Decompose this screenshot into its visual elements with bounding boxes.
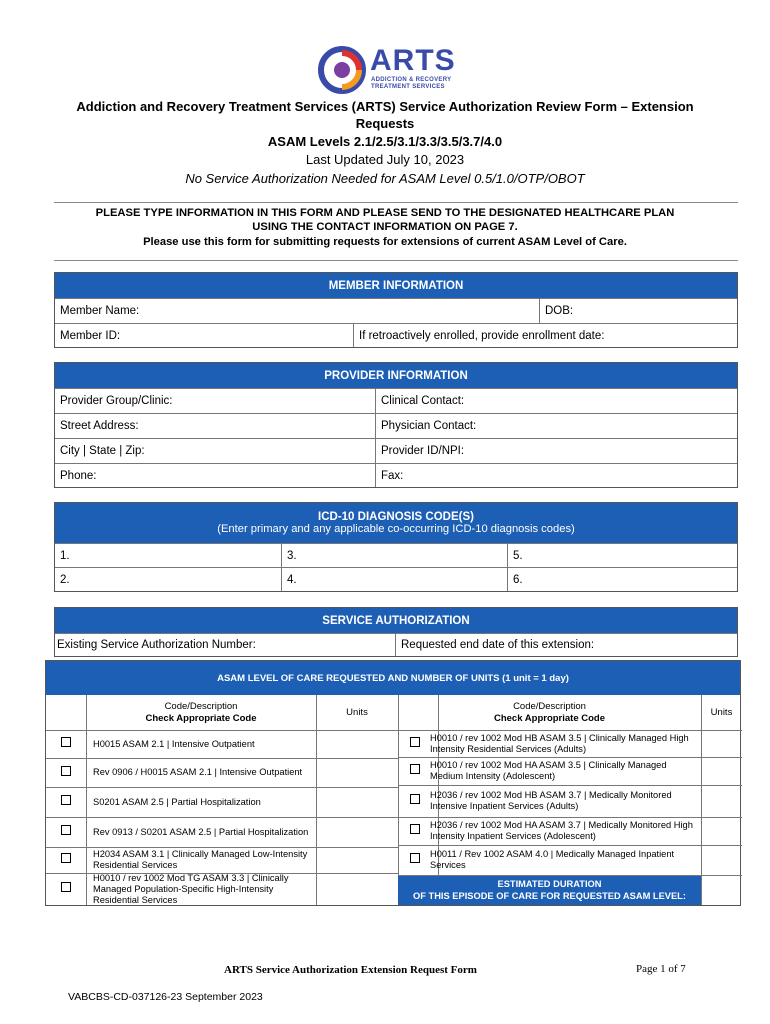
left-code-header — [86, 701, 316, 725]
left-units-field-6[interactable] — [316, 873, 398, 905]
estimated-duration-field[interactable] — [398, 875, 701, 905]
footer-form-title: ARTS Service Authorization Extension Request Form — [224, 964, 477, 976]
form-title-line2: Requests — [355, 116, 415, 131]
left-check-code-label: Check Appropriate Code — [145, 713, 257, 724]
left-code-checkbox-3[interactable] — [61, 795, 71, 805]
street-address-field[interactable]: Street Address: — [60, 420, 139, 432]
form-title-line1: Addiction and Recovery Treatment Services (ARTS) Service Authorization Review Form – Extension — [76, 99, 694, 114]
logo-line1: ADDICTION & RECOVERY — [371, 77, 452, 83]
left-code-checkbox-6[interactable] — [61, 882, 71, 892]
left-code-description: H0015 ASAM 2.1 | Intensive Outpatient — [93, 738, 255, 749]
right-code-checkbox-4[interactable] — [410, 824, 420, 834]
table-row — [398, 875, 742, 876]
left-units-field-1[interactable] — [316, 730, 398, 758]
left-code-desc-label: Code/Description — [164, 701, 238, 712]
asam-levels: ASAM Levels 2.1/2.5/3.1/3.3/3.5/3.7/4.0 — [267, 134, 503, 149]
right-code-checkbox-1[interactable] — [410, 737, 420, 747]
right-code-checkbox-3[interactable] — [410, 794, 420, 804]
physician-contact-field[interactable]: Physician Contact: — [375, 414, 737, 438]
fax-field[interactable]: Fax: — [375, 464, 737, 487]
existing-auth-number-field[interactable]: Existing Service Authorization Number: — [57, 639, 256, 651]
dob-field[interactable]: DOB: — [539, 299, 737, 323]
member-section — [54, 272, 738, 348]
right-code-description: H2036 / rev 1002 Mod HA ASAM 3.7 | Medically Monitored High Intensity Inpatient Services (Adolescent) — [430, 820, 693, 841]
right-code-desc-label: Code/Description — [513, 701, 586, 712]
right-units-field-2[interactable] — [701, 757, 742, 785]
left-code-description: S0201 ASAM 2.5 | Partial Hospitalization — [93, 796, 261, 807]
arts-logo — [318, 46, 458, 94]
icd-heading-sub: (Enter primary and any applicable co-occurring ICD-10 diagnosis codes) — [217, 523, 575, 535]
icd-heading-title: ICD-10 DIAGNOSIS CODE(S) — [318, 511, 474, 523]
right-units-field-3[interactable] — [701, 785, 742, 817]
column-divider — [398, 695, 399, 905]
icd-code-2[interactable]: 2. — [60, 573, 70, 586]
left-units-field-2[interactable] — [316, 758, 398, 787]
last-updated: Last Updated July 10, 2023 — [305, 152, 465, 167]
page-number: Page 1 of 7 — [636, 963, 686, 975]
right-units-field-1[interactable] — [701, 730, 742, 757]
service-auth-section — [54, 607, 738, 657]
left-code-description: Rev 0913 / S0201 ASAM 2.5 | Partial Hospitalization — [93, 826, 309, 837]
service-auth-heading: SERVICE AUTHORIZATION — [55, 608, 737, 633]
left-units-field-4[interactable] — [316, 817, 398, 847]
member-id-field[interactable]: Member ID: — [60, 329, 121, 342]
right-code-description: H0010 / rev 1002 Mod HA ASAM 3.5 | Clinically Managed Medium Intensity (Adolescent) — [430, 760, 667, 781]
icd-code-5[interactable]: 5. — [507, 544, 737, 567]
icd-code-6[interactable]: 6. — [507, 568, 737, 591]
left-code-checkbox-1[interactable] — [61, 737, 71, 747]
notice-line2: USING THE CONTACT INFORMATION ON PAGE 7. — [252, 221, 518, 233]
clinical-contact-field[interactable]: Clinical Contact: — [375, 389, 737, 413]
arts-logo-icon — [318, 46, 368, 94]
left-code-checkbox-4[interactable] — [61, 825, 71, 835]
requested-end-date-field[interactable]: Requested end date of this extension: — [395, 634, 737, 656]
left-units-field-5[interactable] — [316, 847, 398, 873]
asam-section — [45, 660, 741, 906]
phone-field[interactable]: Phone: — [60, 469, 97, 482]
icd-section — [54, 502, 738, 592]
notice-line1: PLEASE TYPE INFORMATION IN THIS FORM AND PLEASE SEND TO THE DESIGNATED HEALTHCARE PLAN — [95, 207, 675, 219]
member-name-field[interactable]: Member Name: — [60, 305, 140, 317]
left-code-description: H2034 ASAM 3.1 | Clinically Managed Low-Intensity Residential Services — [93, 849, 308, 870]
right-code-checkbox-2[interactable] — [410, 764, 420, 774]
estimated-duration-line2: OF THIS EPISODE OF CARE FOR REQUESTED ASAM LEVEL: — [413, 891, 686, 901]
left-code-checkbox-5[interactable] — [61, 853, 71, 863]
icd-heading — [55, 503, 737, 543]
right-code-description: H2036 / rev 1002 Mod HB ASAM 3.7 | Medically Monitored Intensive Inpatient Services (Adults) — [430, 790, 672, 811]
city-state-zip-field[interactable]: City | State | Zip: — [60, 445, 145, 457]
notice-line3: Please use this form for submitting requests for extensions of current ASAM Level of Care. — [143, 236, 627, 248]
right-code-checkbox-5[interactable] — [410, 853, 420, 863]
left-units-header: Units — [346, 707, 368, 718]
icd-code-4[interactable]: 4. — [281, 568, 507, 591]
provider-npi-field[interactable]: Provider ID/NPI: — [375, 439, 737, 463]
icd-code-3[interactable]: 3. — [281, 544, 507, 567]
right-code-header — [398, 701, 701, 725]
icd-code-1[interactable]: 1. — [60, 549, 70, 562]
logo-line2: TREATMENT SERVICES — [371, 84, 445, 90]
right-units-header: Units — [710, 707, 733, 718]
estimated-duration-line1: ESTIMATED DURATION — [497, 879, 602, 889]
right-units-field-4[interactable] — [701, 817, 742, 845]
right-code-description: H0010 / rev 1002 Mod HB ASAM 3.5 | Clinically Managed High Intensity Residential Services (Adults) — [430, 732, 689, 754]
right-check-code-label: Check Appropriate Code — [493, 713, 606, 724]
provider-heading: PROVIDER INFORMATION — [55, 363, 737, 388]
no-auth-note: No Service Authorization Needed for ASAM Level 0.5/1.0/OTP/OBOT — [185, 171, 585, 186]
member-heading: MEMBER INFORMATION — [55, 273, 737, 298]
left-code-description: Rev 0906 / H0015 ASAM 2.1 | Intensive Outpatient — [93, 767, 303, 777]
divider — [54, 260, 738, 261]
asam-heading: ASAM LEVEL OF CARE REQUESTED AND NUMBER OF UNITS (1 unit = 1 day) — [46, 661, 740, 695]
left-units-field-3[interactable] — [316, 787, 398, 817]
retro-enrollment-field[interactable]: If retroactively enrolled, provide enrollment date: — [353, 324, 737, 347]
right-units-field-5[interactable] — [701, 845, 742, 875]
logo-name: ARTS — [370, 44, 456, 77]
divider — [54, 202, 738, 203]
document-code: VABCBS-CD-037126-23 September 2023 — [68, 991, 263, 1003]
left-code-description: H0010 / rev 1002 Mod TG ASAM 3.3 | Clinically Managed Population-Specific High-Intensity Residential Services — [93, 872, 289, 905]
provider-group-field[interactable]: Provider Group/Clinic: — [60, 395, 173, 407]
provider-section — [54, 362, 738, 488]
right-code-description: H0011 / Rev 1002 ASAM 4.0 | Medically Managed Inpatient Services — [430, 849, 675, 870]
left-code-checkbox-2[interactable] — [61, 766, 71, 776]
asam-table — [46, 695, 740, 905]
